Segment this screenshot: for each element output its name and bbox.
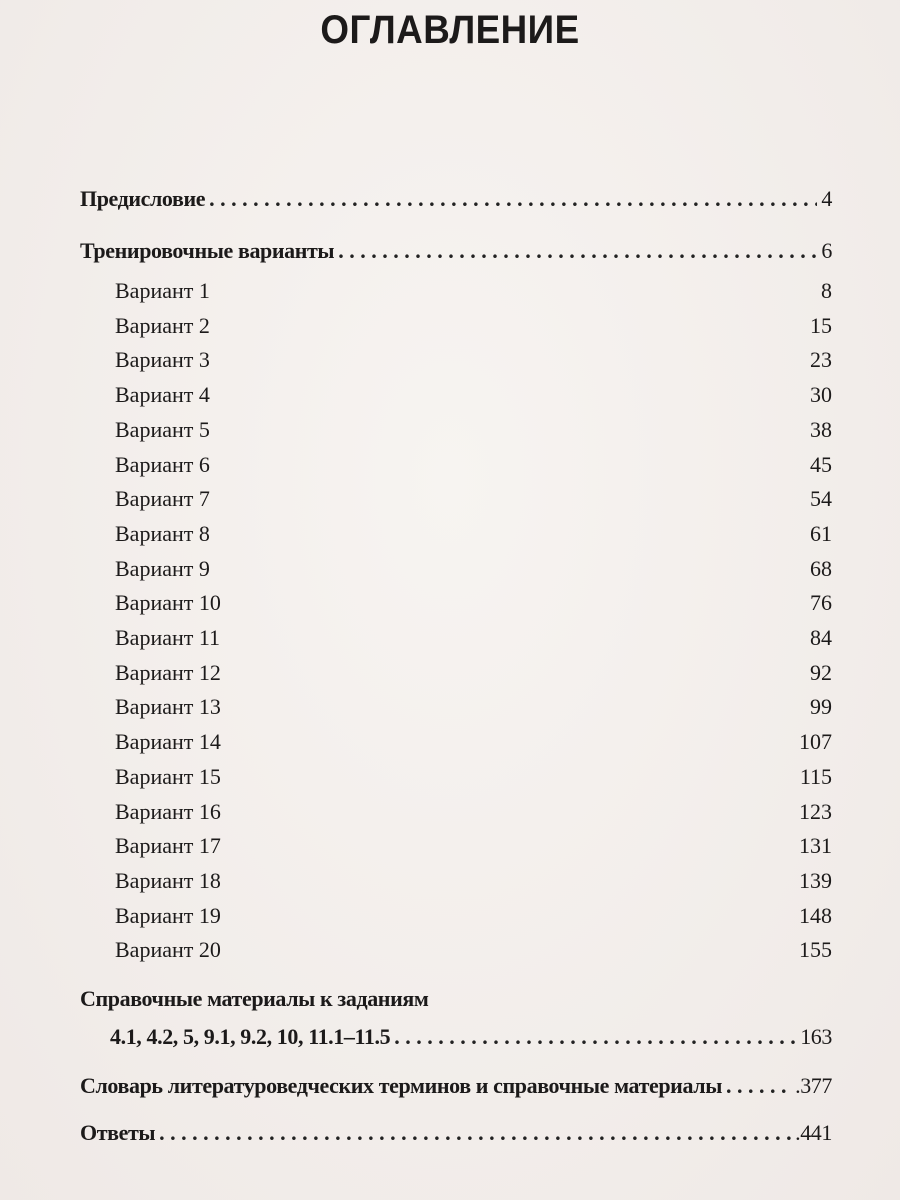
toc-entry [115, 521, 832, 551]
toc-entry-label: Вариант 16 [115, 798, 221, 824]
toc-entry [80, 186, 832, 216]
toc-entry-page: .377 [795, 1073, 832, 1098]
toc-entry [115, 452, 832, 482]
toc-entry-label: Словарь литературоведческих терминов и справочные материалы [80, 1073, 722, 1098]
toc-entry [115, 694, 832, 724]
toc-entry-label: Вариант 10 [115, 590, 221, 616]
toc-entry [110, 1024, 832, 1054]
toc-entry-page: 54 [810, 486, 832, 512]
toc-entry-label: 4.1, 4.2, 5, 9.1, 9.2, 10, 11.1–11.5 [110, 1024, 391, 1049]
toc-entry-label: Вариант 11 [115, 625, 221, 650]
toc-entry-label: Вариант 7 [115, 486, 210, 512]
toc-entry-page: 15 [810, 312, 832, 338]
toc-entry-label: Вариант 4 [115, 382, 210, 408]
toc-entry [80, 238, 832, 268]
dot-leader [159, 1120, 791, 1146]
toc-entry-page: 30 [810, 382, 832, 408]
toc-entry [115, 590, 832, 620]
toc-entry [115, 937, 832, 967]
toc-entry-page: 92 [810, 659, 832, 685]
toc-entry-page: 61 [810, 520, 832, 546]
toc-entry [80, 1073, 832, 1103]
toc-entry [115, 833, 832, 863]
toc-entry [115, 764, 832, 794]
toc-entry-label: Вариант 6 [115, 451, 210, 477]
toc-entry-label: Вариант 9 [115, 555, 210, 581]
toc-entry-label: Вариант 2 [115, 312, 210, 338]
toc-entry-page: 84 [810, 625, 832, 650]
toc-entry-label: Справочные материалы к заданиям [80, 986, 429, 1011]
toc-entry-page: 4 [821, 186, 832, 211]
toc-entry [115, 556, 832, 586]
toc-entry-page: 23 [810, 347, 832, 373]
toc-entry-label: Вариант 13 [115, 694, 221, 720]
toc-entry-label: Вариант 5 [115, 416, 210, 442]
toc-entry [115, 486, 832, 516]
toc-entry [80, 986, 832, 1016]
toc-entry [115, 799, 832, 829]
toc-entry-page: 115 [799, 763, 832, 789]
toc-entry [115, 868, 832, 898]
toc-entry-page: 68 [810, 555, 832, 581]
toc-entry-page: 8 [821, 278, 832, 303]
toc-entry [115, 382, 832, 412]
toc-entry-page: 6 [821, 238, 832, 263]
dot-leader [209, 186, 817, 212]
toc-entry-label: Предисловие [80, 186, 206, 211]
toc-entry-page: 131 [799, 833, 832, 859]
toc-entry-page: 99 [810, 694, 832, 720]
toc-entry-label: Вариант 3 [115, 347, 210, 373]
toc-entry-label: Тренировочные варианты [80, 238, 335, 263]
toc-entry-label: Вариант 20 [115, 937, 221, 963]
toc-entry [115, 417, 832, 447]
toc-entry [115, 625, 832, 655]
toc-entry-page: 148 [799, 902, 832, 928]
toc-entry [115, 347, 832, 377]
toc-entry-label: Вариант 12 [115, 659, 221, 685]
dot-leader [338, 238, 817, 264]
toc-entry-label: Вариант 15 [115, 763, 221, 789]
toc-entry-page: 45 [810, 451, 832, 477]
toc-entry-page: 163 [800, 1024, 832, 1049]
toc-entry-label: Вариант 18 [115, 867, 221, 893]
toc-entry-label: Вариант 8 [115, 520, 210, 546]
toc-entry-page: 139 [799, 867, 832, 893]
toc-entry-label: Ответы [80, 1120, 156, 1145]
page-title: ОГЛАВЛЕНИЕ [320, 8, 580, 52]
toc-entry-page: 107 [799, 729, 832, 755]
toc-entry-page: 155 [799, 937, 832, 963]
toc-entry-page: .441 [795, 1120, 832, 1145]
toc-entry-page: 38 [810, 416, 832, 442]
toc-entry [80, 1120, 832, 1150]
toc-entry-page: 76 [810, 590, 832, 616]
toc-entry [115, 278, 832, 308]
dot-leader [394, 1024, 796, 1050]
toc-entry-label: Вариант 17 [115, 833, 221, 859]
toc-entry [115, 660, 832, 690]
toc-entry-label: Вариант 14 [115, 729, 221, 755]
toc-entry [115, 903, 832, 933]
toc-entry-page: 123 [799, 798, 832, 824]
toc-entry [115, 313, 832, 343]
dot-leader [726, 1073, 791, 1099]
toc-entry [115, 729, 832, 759]
toc-entry-label: Вариант 19 [115, 902, 221, 928]
toc-entry-label: Вариант 1 [115, 278, 210, 303]
